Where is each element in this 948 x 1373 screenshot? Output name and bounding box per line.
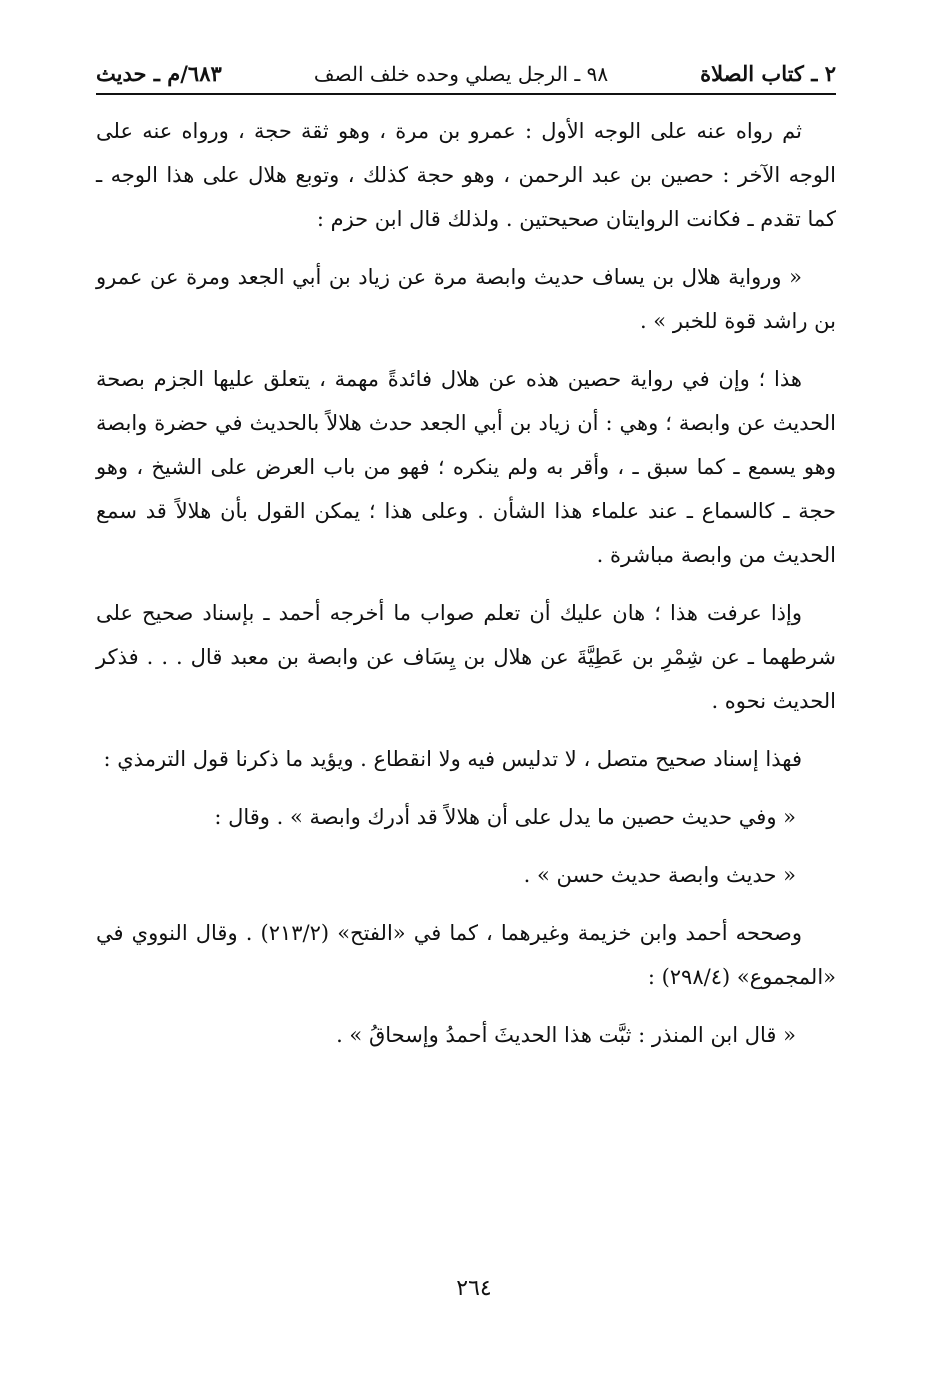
- paragraph-5: وصححه أحمد وابن خزيمة وغيرهما ، كما في «الفتح» (٢١٣/٢) . وقال النووي في «المجموع» (٢٩٨/٤) :: [96, 921, 836, 990]
- header-book-title: ٢ ـ كتاب الصلاة: [700, 61, 836, 86]
- quote-tirmidhi-1: « وفي حديث حصين ما يدل على أن هلالاً قد أدرك وابصة » . وقال :: [214, 805, 796, 830]
- quote-ibn-al-mundhir: « قال ابن المنذر : ثبَّت هذا الحديثَ أحمدُ وإسحاقُ » .: [336, 1023, 796, 1048]
- paragraph-2: هذا ؛ وإن في رواية حصين هذه عن هلال فائدةً مهمة ، يتعلق عليها الجزم بصحة الحديث عن وابصة ؛ وهي : أن زياد بن أبي الجعد حدث هلالاً بالحديث في حضرة وابصة وهو يسمع ـ كما سبق ـ ، وأقر به ولم ينكره ؛ فهو من باب العرض على الشيخ ، وهو حجة ـ كالسماع ـ عند علماء هذا الشأن . وعلى هذا ؛ يمكن القول بأن هلالاً قد سمع الحديث من وابصة مباشرة .: [96, 367, 837, 568]
- paragraph-4: فهذا إسناد صحيح متصل ، لا تدليس فيه ولا انقطاع . ويؤيد ما ذكرنا قول الترمذي :: [103, 747, 802, 772]
- header-hadith-ref: ٦٨٣/م ـ حديث: [96, 61, 222, 86]
- page-number: ٢٦٤: [456, 1276, 492, 1301]
- page-body: [96, 109, 836, 1057]
- paragraph-3: وإذا عرفت هذا ؛ هان عليك أن تعلم صواب ما أخرجه أحمد ـ بإسناد صحيح على شرطهما ـ عن شِمْرِ بن عَطِيَّةَ عن هلال بن يِسَاف عن وابصة بن معبد قال . . . فذكر الحديث نحوه .: [96, 601, 836, 714]
- running-header: [96, 60, 836, 95]
- paragraph-1: ثم رواه عنه على الوجه الأول : عمرو بن مرة ، وهو ثقة حجة ، ورواه عنه على الوجه الآخر : حصين بن عبد الرحمن ، وهو حجة كذلك ، وتوبع هلال على هذا الوجه ـ كما تقدم ـ فكانت الروايتان صحيحتين . ولذلك قال ابن حزم :: [96, 119, 836, 232]
- book-page: [96, 60, 836, 1071]
- header-chapter-title: ٩٨ ـ الرجل يصلي وحده خلف الصف: [313, 62, 609, 87]
- quote-ibn-hazm: « ورواية هلال بن يساف حديث وابصة مرة عن زياد بن أبي الجعد ومرة عن عمرو بن راشد قوة للخبر » .: [96, 265, 836, 334]
- quote-tirmidhi-2: « حديث وابصة حديث حسن » .: [523, 863, 796, 888]
